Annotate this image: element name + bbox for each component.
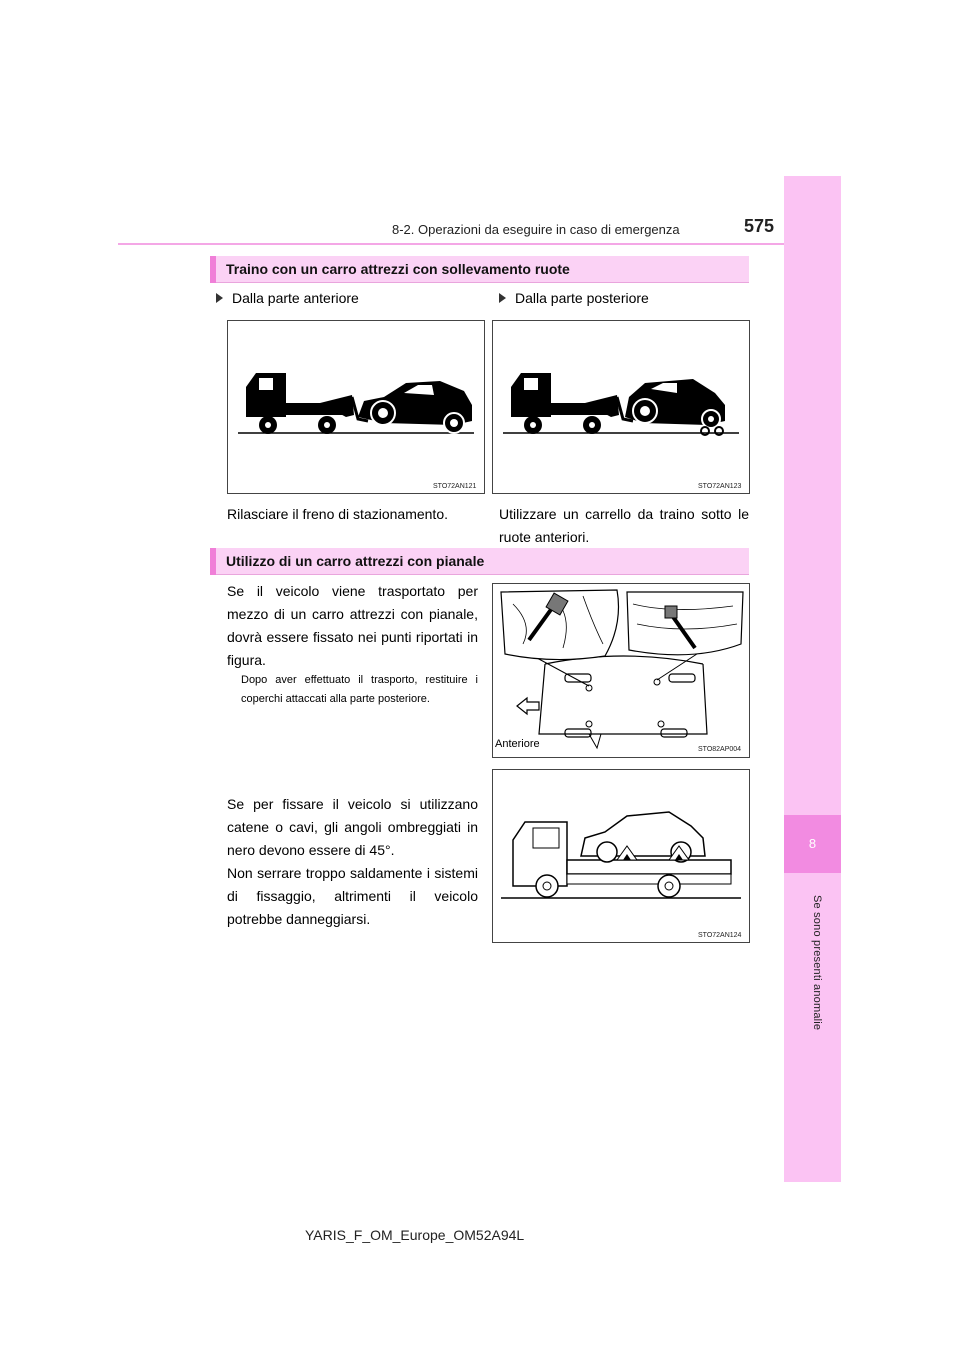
figure-tie-down-points: [492, 583, 750, 758]
bullet-triangle-icon: [499, 293, 506, 303]
chains-paragraph: Se per fissare il veicolo si utilizzano catene o cavi, gli angoli ombreggiati in nero devono essere di 45°.: [227, 796, 478, 858]
tow-truck-rear-illustration: [493, 321, 749, 493]
tightening-warning-paragraph: Non serrare troppo saldamente i sistemi di fissaggio, altrimenti il veicolo potrebbe danneggiarsi.: [227, 865, 478, 927]
rear-tow-caption: Utilizzare un carrello da traino sotto le ruote anteriori.: [499, 506, 749, 545]
front-tow-caption: Rilasciare il freno di stazionamento.: [227, 506, 448, 522]
section-heading-wheel-lift: [210, 256, 749, 283]
front-direction-label: Anteriore: [495, 738, 540, 750]
chapter-number: 8: [784, 815, 841, 873]
figure-rear-tow: [492, 320, 750, 494]
figure-front-tow: [227, 320, 485, 494]
rear-tow-label: [499, 290, 649, 306]
figure-code: STO82AP004: [698, 746, 742, 753]
figure-code: STO72AN124: [698, 932, 742, 939]
front-tow-label-text: Dalla parte anteriore: [232, 290, 359, 306]
tow-truck-front-illustration: [228, 321, 484, 493]
figure-code: STO72AN123: [698, 483, 742, 490]
tie-down-points-illustration: [493, 584, 749, 757]
flatbed-paragraph: Se il veicolo viene trasportato per mezzo di un carro attrezzi con pianale, dovrà essere fissato nei punti riportati in figura.: [227, 583, 478, 668]
section-heading-text: Utilizzo di un carro attrezzi con pianale: [226, 553, 485, 569]
flatbed-truck-illustration: [493, 770, 749, 942]
rear-tow-label-text: Dalla parte posteriore: [515, 290, 649, 306]
flatbed-note: Dopo aver effettuato il trasporto, restituire i coperchi attaccati alla parte posteriore.: [241, 674, 478, 705]
header-divider: [118, 243, 784, 245]
figure-code: STO72AN121: [433, 483, 477, 490]
document-id: YARIS_F_OM_Europe_OM52A94L: [305, 1227, 525, 1243]
section-title: 8-2. Operazioni da eseguire in caso di emergenza: [392, 222, 680, 237]
section-heading-flatbed: [210, 548, 749, 575]
chapter-label: Se sono presenti anomalie: [811, 895, 823, 1031]
bullet-triangle-icon: [216, 293, 223, 303]
front-tow-label: [216, 290, 359, 306]
figure-flatbed-truck: [492, 769, 750, 943]
section-heading-text: Traino con un carro attrezzi con sollevamento ruote: [226, 261, 570, 277]
page-number: 575: [744, 216, 775, 236]
